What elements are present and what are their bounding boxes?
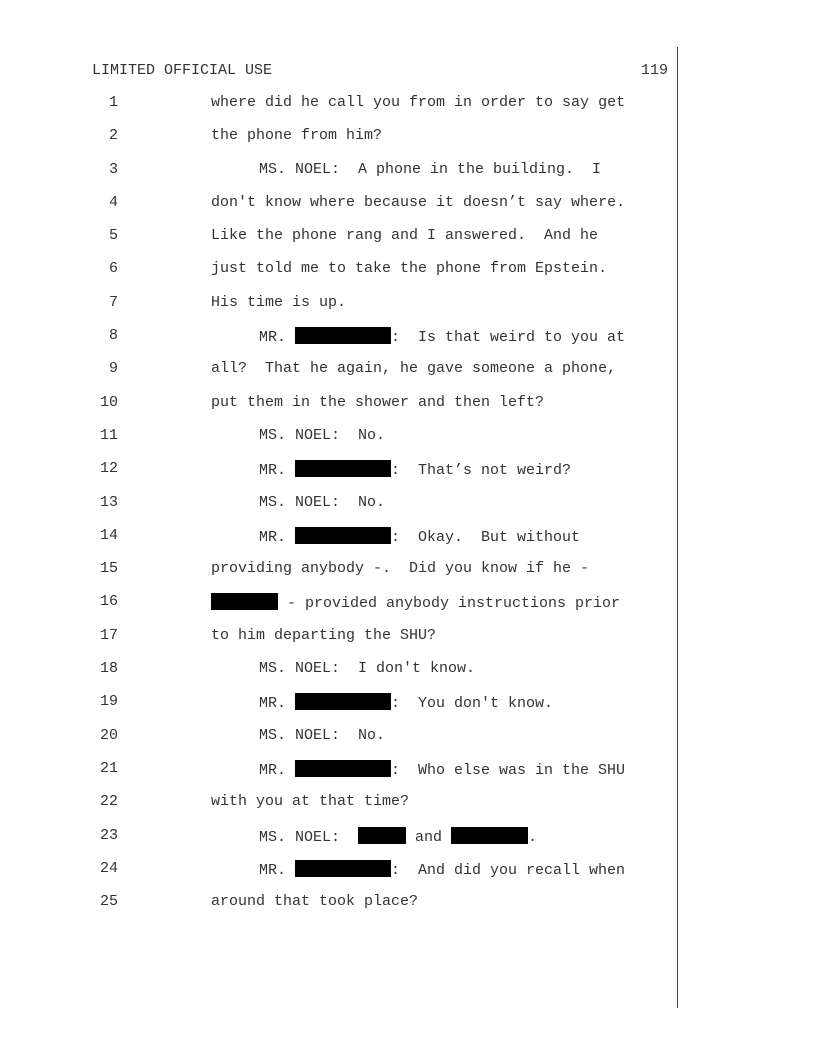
line-text: around that took place? bbox=[211, 893, 419, 911]
speaker-prefix: MR. bbox=[259, 861, 296, 879]
right-margin-rule bbox=[677, 47, 678, 1008]
line-number: 19 bbox=[99, 693, 118, 711]
line-text: all? That he again, he gave someone a phone, bbox=[211, 360, 617, 378]
line-number: 14 bbox=[99, 526, 118, 544]
line-number: 10 bbox=[99, 393, 118, 411]
speech-text: : You don't know. bbox=[391, 695, 554, 713]
line-number: 23 bbox=[99, 826, 118, 844]
transcript-line bbox=[0, 327, 676, 360]
line-text bbox=[211, 593, 620, 613]
transcript-line bbox=[0, 227, 676, 260]
transcript-line bbox=[0, 94, 676, 127]
line-number: 1 bbox=[108, 94, 118, 111]
redaction-block bbox=[295, 693, 391, 710]
transcript-body bbox=[0, 94, 676, 926]
line-number: 18 bbox=[99, 660, 118, 678]
transcript-line bbox=[0, 593, 676, 626]
transcript-line bbox=[0, 260, 676, 293]
transcript-line bbox=[0, 660, 676, 693]
line-number: 11 bbox=[99, 426, 118, 444]
page-number: 119 bbox=[640, 62, 668, 79]
speech-text: . bbox=[528, 828, 538, 846]
speech-text: : And did you recall when bbox=[391, 861, 626, 879]
line-text bbox=[259, 527, 580, 547]
redaction-block bbox=[295, 460, 391, 477]
line-text bbox=[259, 860, 625, 880]
speaker-prefix: MS. NOEL: bbox=[259, 828, 359, 846]
transcript-line bbox=[0, 860, 676, 893]
redaction-block bbox=[295, 327, 391, 344]
transcript-line bbox=[0, 127, 676, 160]
line-text: to him departing the SHU? bbox=[211, 626, 437, 644]
transcript-line bbox=[0, 394, 676, 427]
redaction-block bbox=[211, 593, 278, 610]
line-number: 21 bbox=[99, 759, 118, 777]
classification-header: LIMITED OFFICIAL USE bbox=[92, 62, 273, 79]
transcript-line bbox=[0, 460, 676, 493]
line-number: 22 bbox=[99, 793, 118, 811]
line-number: 4 bbox=[108, 193, 118, 211]
speech-text: : That’s not weird? bbox=[391, 462, 572, 480]
speech-text: : Okay. But without bbox=[391, 528, 581, 546]
speaker-prefix: MR. bbox=[259, 695, 296, 713]
line-text: MS. NOEL: No. bbox=[259, 726, 386, 744]
line-text bbox=[259, 760, 625, 780]
line-text bbox=[259, 693, 553, 713]
line-number: 3 bbox=[108, 160, 118, 178]
transcript-line bbox=[0, 560, 676, 593]
line-text: His time is up. bbox=[211, 293, 347, 311]
line-number: 6 bbox=[108, 260, 118, 278]
redaction-block bbox=[295, 860, 391, 877]
speech-text: - provided anybody instructions prior bbox=[278, 595, 621, 613]
transcript-line bbox=[0, 760, 676, 793]
line-text: MS. NOEL: No. bbox=[259, 493, 386, 511]
line-number: 9 bbox=[108, 360, 118, 378]
line-text: just told me to take the phone from Epstein. bbox=[211, 260, 608, 278]
transcript-line bbox=[0, 793, 676, 826]
transcript-line bbox=[0, 727, 676, 760]
line-text: MS. NOEL: I don't know. bbox=[259, 660, 476, 678]
line-text: put them in the shower and then left? bbox=[211, 393, 545, 411]
transcript-line bbox=[0, 527, 676, 560]
line-text: don't know where because it doesn’t say where. bbox=[211, 193, 626, 211]
speaker-prefix: MR. bbox=[259, 329, 296, 347]
line-number: 25 bbox=[99, 893, 118, 911]
redaction-block bbox=[295, 760, 391, 777]
transcript-line bbox=[0, 360, 676, 393]
line-text: with you at that time? bbox=[211, 793, 410, 811]
transcript-line bbox=[0, 893, 676, 926]
line-number: 8 bbox=[108, 327, 118, 345]
line-text: where did he call you from in order to say get bbox=[211, 94, 626, 111]
transcript-line bbox=[0, 294, 676, 327]
speaker-prefix: MR. bbox=[259, 462, 296, 480]
speaker-prefix: MR. bbox=[259, 528, 296, 546]
transcript-line bbox=[0, 194, 676, 227]
redaction-block bbox=[451, 827, 528, 844]
line-number: 13 bbox=[99, 493, 118, 511]
line-number: 5 bbox=[108, 227, 118, 245]
line-text: Like the phone rang and I answered. And he bbox=[211, 227, 599, 245]
speech-text: : Is that weird to you at bbox=[391, 329, 626, 347]
transcript-line bbox=[0, 693, 676, 726]
line-text: MS. NOEL: A phone in the building. I bbox=[259, 160, 602, 178]
line-text: providing anybody -. Did you know if he - bbox=[211, 560, 590, 578]
transcript-line bbox=[0, 427, 676, 460]
connector-text: and bbox=[406, 828, 452, 846]
line-text: MS. NOEL: No. bbox=[259, 426, 386, 444]
line-number: 7 bbox=[108, 293, 118, 311]
transcript-line bbox=[0, 494, 676, 527]
line-number: 15 bbox=[99, 560, 118, 578]
line-text bbox=[259, 827, 537, 847]
line-number: 17 bbox=[99, 626, 118, 644]
transcript-line bbox=[0, 827, 676, 860]
speech-text: : Who else was in the SHU bbox=[391, 761, 626, 779]
redaction-block bbox=[295, 527, 391, 544]
line-number: 12 bbox=[99, 460, 118, 478]
speaker-prefix: MR. bbox=[259, 761, 296, 779]
line-text bbox=[259, 327, 625, 347]
line-number: 20 bbox=[99, 726, 118, 744]
transcript-line bbox=[0, 161, 676, 194]
line-text bbox=[259, 460, 571, 480]
redaction-block bbox=[358, 827, 406, 844]
line-number: 16 bbox=[99, 593, 118, 611]
line-number: 2 bbox=[108, 127, 118, 145]
transcript-line bbox=[0, 627, 676, 660]
line-text: the phone from him? bbox=[211, 127, 383, 145]
line-number: 24 bbox=[99, 859, 118, 877]
